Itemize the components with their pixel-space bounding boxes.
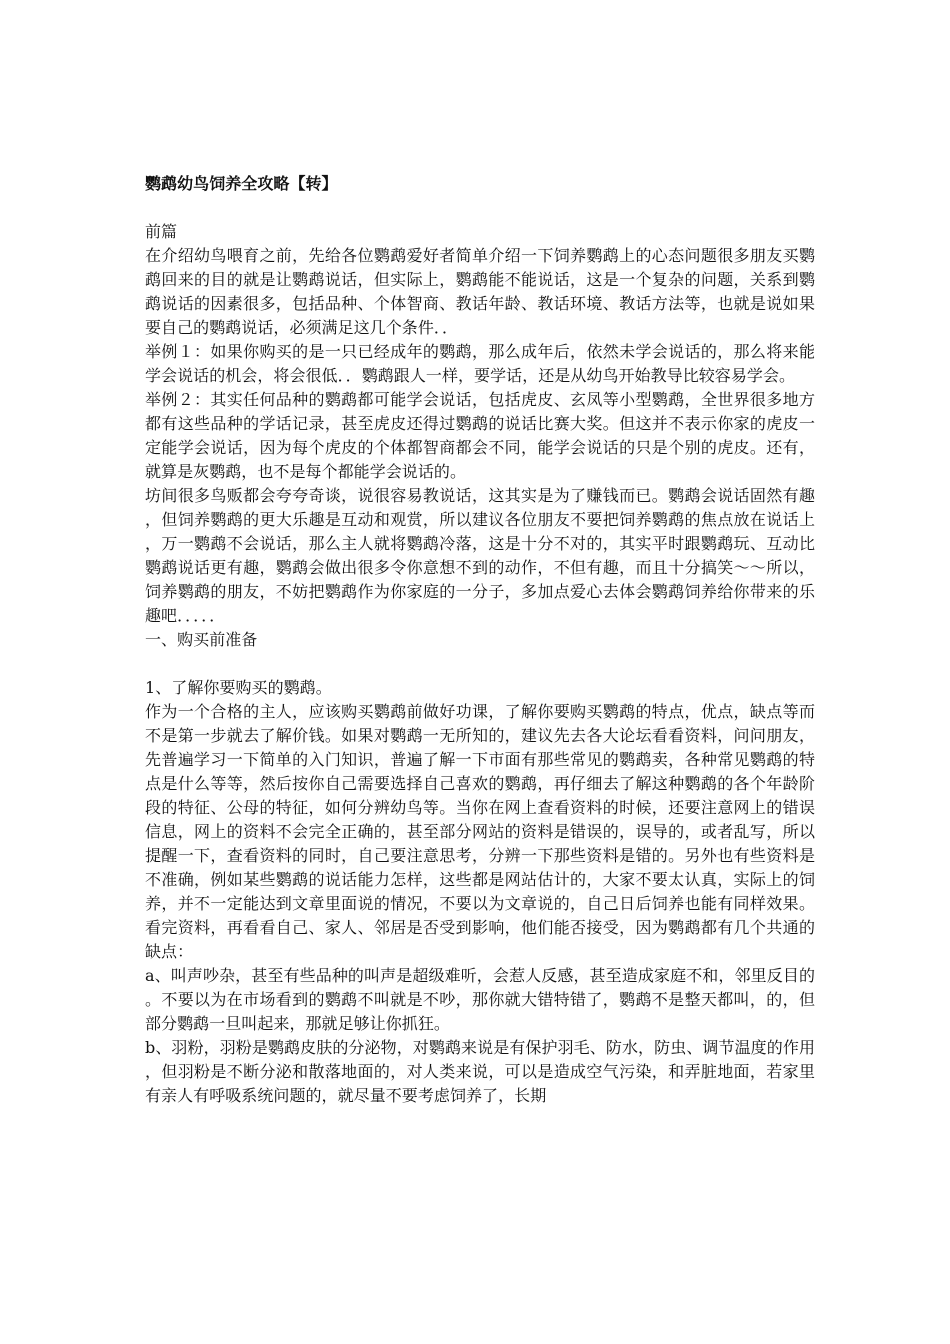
- paragraph-point-a: a、叫声吵杂，甚至有些品种的叫声是超级难听，会惹人反感，甚至造成家庭不和，邻里反目的。不要以为在市场看到的鹦鹉不叫就是不吵，那你就大错特错了，鹦鹉不是整天都叫，的，但部分鹦鹉一旦叫起来，那就足够让你抓狂。: [145, 966, 815, 1033]
- paragraph-example-2: 举例２：其实任何品种的鹦鹉都可能学会说话，包括虎皮、玄凤等小型鹦鹉，全世界很多地方都有这些品种的学话记录，甚至虎皮还得过鹦鹉的说话比赛大奖。但这并不表示你家的虎皮一定能学会说话，因为每个虎皮的个体都智商都会不同，能学会说话的只是个别的虎皮。还有，就算是灰鹦鹉，也不是每个都能学会说话的。: [145, 390, 815, 481]
- blank-line: [145, 652, 815, 676]
- paragraph-market-note: 坊间很多鸟贩都会夸夸奇谈，说很容易教说话，这其实是为了赚钱而已。鹦鹉会说话固然有趣，但饲养鹦鹉的更大乐趣是互动和观赏，所以建议各位朋友不要把饲养鹦鹉的焦点放在说话上，万一鹦鹉不会说话，那么主人就将鹦鹉冷落，这是十分不对的，其实平时跟鹦鹉玩、互动比鹦鹉说话更有趣，鹦鹉会做出很多令你意想不到的动作，不但有趣，而且十分搞笑～～所以，饲养鹦鹉的朋友，不妨把鹦鹉作为你家庭的一分子，多加点爱心去体会鹦鹉饲养给你带来的乐趣吧．．．．．: [145, 486, 815, 625]
- document-body: [145, 172, 815, 1108]
- paragraph-point-b: b、羽粉，羽粉是鹦鹉皮肤的分泌物，对鹦鹉来说是有保护羽毛、防水，防虫、调节温度的作用，但羽粉是不断分泌和散落地面的，对人类来说，可以是造成空气污染，和弄脏地面，若家里有亲人有呼吸系统问题的，就尽量不要考虑饲养了，长期: [145, 1038, 815, 1105]
- subsection-heading-know-parrot: 1、了解你要购买的鹦鹉。: [145, 678, 332, 697]
- section-heading-before-buying: 一、购买前准备: [145, 630, 258, 649]
- section-heading-preface: 前篇: [145, 222, 178, 241]
- paragraph-example-1: 举例１：如果你购买的是一只已经成年的鹦鹉，那么成年后，依然未学会说话的，那么将来能学会说话的机会，将会很低．．鹦鹉跟人一样，要学话，还是从幼鸟开始教导比较容易学会。: [145, 342, 815, 385]
- document-title: 鹦鹉幼鸟饲养全攻略【转】: [145, 174, 338, 193]
- paragraph-research: 作为一个合格的主人，应该购买鹦鹉前做好功课，了解你要购买鹦鹉的特点，优点，缺点等而不是第一步就去了解价钱。如果对鹦鹉一无所知的，建议先去各大论坛看看资料，问问朋友，先普遍学习一下简单的入门知识，普遍了解一下市面有那些常见的鹦鹉卖，各种常见鹦鹉的特点是什么等等，然后按你自己需要选择自己喜欢的鹦鹉，再仔细去了解这种鹦鹉的各个年龄阶段的特征、公母的特征，如何分辨幼鸟等。当你在网上查看资料的时候，还要注意网上的错误信息，网上的资料不会完全正确的，甚至部分网站的资料是错误的，误导的，或者乱写，所以提醒一下，查看资料的同时，自己要注意思考，分辨一下那些资料是错的。另外也有些资料是不准确，例如某些鹦鹉的说话能力怎样，这些都是网站估计的，大家不要太认真，实际上的饲养，并不一定能达到文章里面说的情况，不要以为文章说的，自己日后饲养也能有同样效果。看完资料，再看看自己、家人、邻居是否受到影响，他们能否接受，因为鹦鹉都有几个共通的缺点：: [145, 702, 815, 961]
- paragraph-intro: 在介绍幼鸟喂育之前，先给各位鹦鹉爱好者简单介绍一下饲养鹦鹉上的心态问题很多朋友买鹦鹉回来的目的就是让鹦鹉说话，但实际上，鹦鹉能不能说话，这是一个复杂的问题，关系到鹦鹉说话的因素很多，包括品种、个体智商、教话年龄、教话环境、教话方法等，也就是说如果要自己的鹦鹉说话，必须满足这几个条件．．: [145, 246, 815, 337]
